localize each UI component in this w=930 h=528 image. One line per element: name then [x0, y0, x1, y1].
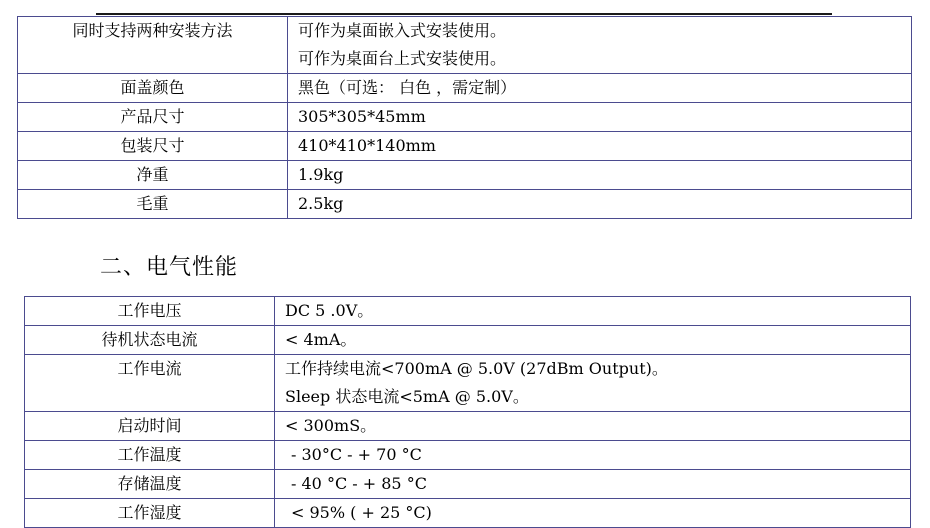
row-label: 净重: [18, 161, 288, 190]
table-row: [18, 161, 912, 190]
row-value: < 95% ( + 25 °C): [275, 499, 911, 528]
row-label: 工作电压: [25, 297, 275, 326]
row-label: 存储温度: [25, 470, 275, 499]
table-row: [18, 103, 912, 132]
value-line: 工作持续电流<700mA @ 5.0V (27dBm Output)。: [285, 359, 668, 378]
row-label: 工作电流: [25, 355, 275, 412]
row-value: < 300mS。: [275, 412, 911, 441]
row-value: - 40 °C - + 85 °C: [275, 470, 911, 499]
value-line: Sleep 状态电流<5mA @ 5.0V。: [285, 387, 529, 406]
row-value: - 30°C - + 70 °C: [275, 441, 911, 470]
table-row: [25, 355, 911, 412]
header-rule: [96, 13, 832, 15]
row-label: 产品尺寸: [18, 103, 288, 132]
value-line: 可作为桌面嵌入式安装使用。: [298, 21, 507, 40]
table-row: [25, 326, 911, 355]
row-value: 2.5kg: [288, 190, 912, 219]
table-row: [18, 132, 912, 161]
row-label: 工作温度: [25, 441, 275, 470]
row-value: 305*305*45mm: [288, 103, 912, 132]
row-value: 410*410*140mm: [288, 132, 912, 161]
row-label: 启动时间: [25, 412, 275, 441]
electrical-spec-table: [24, 296, 911, 528]
table-row: [25, 441, 911, 470]
installation-spec-table: [17, 16, 912, 219]
row-value: 1.9kg: [288, 161, 912, 190]
row-value: [288, 17, 912, 74]
row-value: [275, 355, 911, 412]
table-row: [25, 412, 911, 441]
section-heading: 二、电气性能: [100, 255, 239, 280]
row-label: 同时支持两种安装方法: [18, 17, 288, 74]
row-label: 工作湿度: [25, 499, 275, 528]
table-row: [25, 499, 911, 528]
row-label: 毛重: [18, 190, 288, 219]
value-line: 可作为桌面台上式安装使用。: [298, 49, 507, 68]
row-value: DC 5 .0V。: [275, 297, 911, 326]
table-row: [25, 470, 911, 499]
table-row: [18, 74, 912, 103]
row-label: 面盖颜色: [18, 74, 288, 103]
table-row: [18, 17, 912, 74]
row-label: 待机状态电流: [25, 326, 275, 355]
row-label: 包装尺寸: [18, 132, 288, 161]
row-value: 黑色（可选： 白色 ，需定制）: [288, 74, 912, 103]
row-value: < 4mA。: [275, 326, 911, 355]
table-row: [25, 297, 911, 326]
table-row: [18, 190, 912, 219]
